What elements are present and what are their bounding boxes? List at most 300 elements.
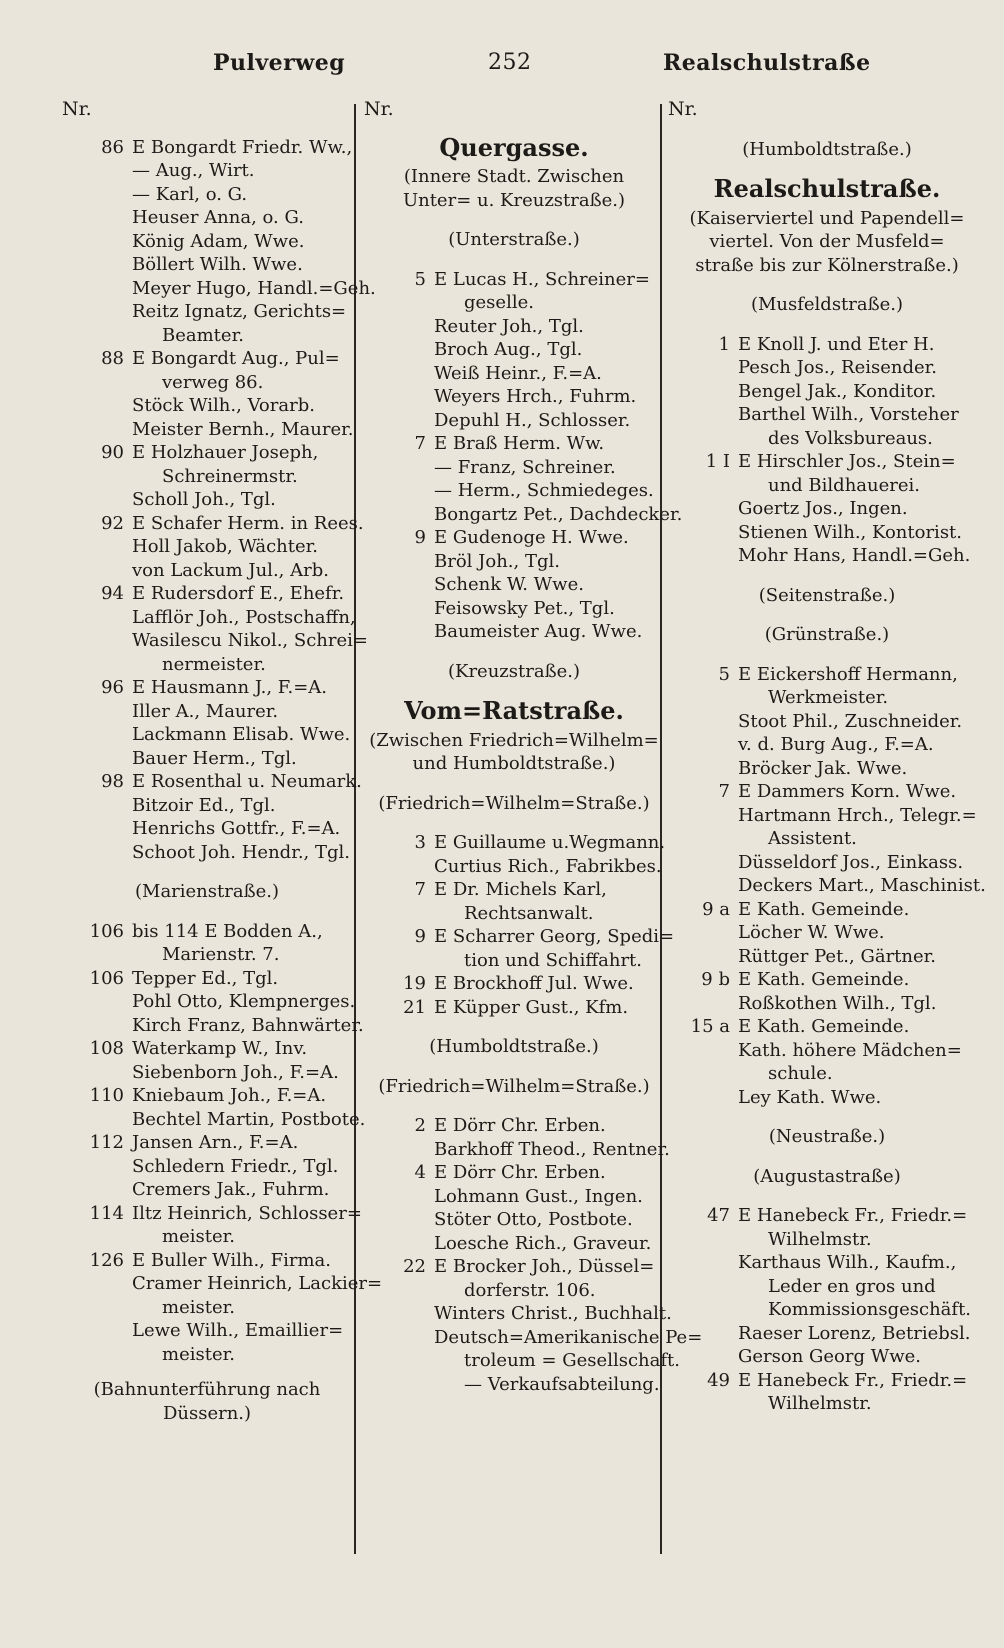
running-header-right: Realschulstraße xyxy=(663,50,871,76)
house-number: 7 xyxy=(718,781,730,802)
directory-entry xyxy=(62,136,352,160)
directory-entry xyxy=(668,968,986,992)
entry-text: Depuhl H., Schlosser. xyxy=(434,409,631,431)
entry-text: Marienstr. 7. xyxy=(162,944,280,965)
directory-entry xyxy=(62,512,364,536)
cross-street: (Humboldtstraße.) xyxy=(429,1036,599,1057)
directory-entry xyxy=(62,230,352,254)
directory-entry xyxy=(62,1131,352,1155)
page-number: 252 xyxy=(488,50,532,75)
house-number: 9 b xyxy=(701,969,730,990)
directory-entry xyxy=(62,1037,352,1061)
entry-list xyxy=(364,268,683,644)
entry-text: Holl Jakob, Wächter. xyxy=(132,536,319,557)
directory-entry xyxy=(364,409,664,433)
house-number: 90 xyxy=(101,442,124,463)
directory-entry xyxy=(62,1014,364,1038)
entry-text: E Hausmann J., F.=A. xyxy=(132,677,328,698)
house-number: 49 xyxy=(707,1369,730,1391)
cross-street: (Neustraße.) xyxy=(768,1126,886,1147)
directory-entry xyxy=(62,629,368,653)
house-number: 110 xyxy=(89,1085,124,1106)
entry-text: E Dr. Michels Karl, xyxy=(434,879,607,900)
entry-text: E Hanebeck Fr., Friedr.= xyxy=(738,1205,968,1226)
directory-entry xyxy=(62,747,352,771)
entry-text: Löcher W. Wwe. xyxy=(738,922,885,943)
entry-text: Kommissionsgeschäft. xyxy=(768,1299,972,1320)
directory-entry xyxy=(62,559,352,583)
entry-text: schule. xyxy=(768,1063,833,1084)
entry-text: Stöck Wilh., Vorarb. xyxy=(132,395,315,416)
entry-text: Meyer Hugo, Handl.=Geh. xyxy=(132,277,376,299)
directory-entry xyxy=(364,831,664,855)
directory-entry xyxy=(668,1086,986,1110)
directory-entry xyxy=(364,1138,670,1162)
directory-entry xyxy=(62,441,352,465)
entry-text: bis 114 E Bodden A., xyxy=(132,920,323,942)
house-number: 92 xyxy=(101,512,124,534)
directory-entry xyxy=(364,878,664,902)
directory-entry xyxy=(62,1343,352,1367)
house-number: 9 a xyxy=(702,898,730,920)
entry-text: meister. xyxy=(162,1296,235,1318)
entry-text: — Aug., Wirt. xyxy=(132,160,255,181)
house-number: 21 xyxy=(403,996,426,1018)
directory-entry xyxy=(668,992,986,1016)
directory-entry xyxy=(668,333,986,357)
entry-text: E Brockhoff Jul. Wwe. xyxy=(434,973,634,994)
house-number: 3 xyxy=(414,832,426,853)
street-description: Unter= u. Kreuzstraße.) xyxy=(402,189,626,211)
directory-entry xyxy=(364,996,664,1020)
entry-text: tion und Schiffahrt. xyxy=(464,949,643,971)
entry-text: Mohr Hans, Handl.=Geh. xyxy=(738,545,971,566)
entry-text: geselle. xyxy=(464,292,534,313)
cross-street: (Grünstraße.) xyxy=(764,624,890,645)
entry-text: Lafflör Joh., Postschaffn, xyxy=(132,606,356,628)
entry-text: Loesche Rich., Graveur. xyxy=(434,1232,652,1254)
entry-list xyxy=(364,831,675,1019)
entry-text: troleum = Gesellschaft. xyxy=(464,1350,680,1371)
entry-text: Weyers Hrch., Fuhrm. xyxy=(434,386,637,407)
directory-entry xyxy=(668,1228,986,1252)
house-number: 9 xyxy=(414,527,426,548)
directory-entry xyxy=(62,1272,383,1296)
directory-entry xyxy=(668,427,986,451)
entry-text: v. d. Burg Aug., F.=A. xyxy=(738,734,934,755)
directory-entry xyxy=(364,291,664,315)
directory-entry xyxy=(668,1369,986,1393)
directory-entry xyxy=(668,1015,986,1039)
entry-text: Stoot Phil., Zuschneider. xyxy=(738,710,963,732)
entry-text: nermeister. xyxy=(162,653,266,675)
entry-text: Hartmann Hrch., Telegr.= xyxy=(738,804,977,826)
entry-text: und Bildhauerei. xyxy=(768,474,920,496)
directory-entry xyxy=(364,925,675,949)
directory-entry xyxy=(62,676,352,700)
entry-text: E Schafer Herm. in Rees. xyxy=(132,512,364,534)
directory-entry xyxy=(62,1319,352,1343)
entry-text: des Volksbureaus. xyxy=(768,427,933,449)
entry-text: Bengel Jak., Konditor. xyxy=(738,380,937,402)
directory-entry xyxy=(668,851,986,875)
directory-entry xyxy=(62,1296,352,1320)
directory-entry xyxy=(668,1251,986,1275)
house-number: 5 xyxy=(414,268,426,290)
entry-text: von Lackum Jul., Arb. xyxy=(132,559,329,581)
running-header-left: Pulverweg xyxy=(213,50,346,76)
directory-entry xyxy=(364,972,664,996)
directory-entry xyxy=(668,874,986,898)
entry-text: Henrichs Gottfr., F.=A. xyxy=(132,818,341,839)
entry-text: Schledern Friedr., Tgl. xyxy=(132,1155,339,1177)
entry-text: Rüttger Pet., Gärtner. xyxy=(738,945,937,967)
entry-text: Ley Kath. Wwe. xyxy=(738,1086,882,1108)
directory-entry xyxy=(364,550,664,574)
entry-text: Karthaus Wilh., Kaufm., xyxy=(738,1252,957,1273)
entry-text: Stöter Otto, Postbote. xyxy=(434,1209,633,1230)
directory-entry xyxy=(62,920,352,944)
directory-entry xyxy=(668,1345,986,1369)
directory-entry xyxy=(364,1114,664,1138)
entry-text: Siebenborn Joh., F.=A. xyxy=(132,1061,339,1083)
directory-entry xyxy=(668,1275,986,1299)
entry-text: Roßkothen Wilh., Tgl. xyxy=(738,992,937,1014)
entry-text: Broch Aug., Tgl. xyxy=(434,339,583,360)
cross-street: (Friedrich=Wilhelm=Straße.) xyxy=(378,792,650,814)
directory-entry xyxy=(668,945,986,969)
directory-entry xyxy=(364,597,664,621)
entry-text: E Rudersdorf E., Ehefr. xyxy=(132,583,345,604)
directory-entry xyxy=(62,1061,352,1085)
directory-entry xyxy=(364,503,683,527)
entry-text: E Hirschler Jos., Stein= xyxy=(738,451,956,472)
entry-text: E Dörr Chr. Erben. xyxy=(434,1115,606,1136)
directory-entry xyxy=(62,1108,366,1132)
directory-entry xyxy=(668,450,986,474)
column-1 xyxy=(62,98,383,1425)
entry-list xyxy=(668,333,986,568)
directory-entry xyxy=(62,418,352,442)
directory-entry xyxy=(668,921,986,945)
entry-text: Leder en gros und xyxy=(768,1275,936,1297)
entry-text: Heuser Anna, o. G. xyxy=(132,207,304,228)
entry-text: Gerson Georg Wwe. xyxy=(738,1346,922,1367)
entry-text: E Hanebeck Fr., Friedr.= xyxy=(738,1369,968,1391)
directory-entry xyxy=(668,663,986,687)
entry-text: Bröl Joh., Tgl. xyxy=(434,550,560,572)
directory-entry xyxy=(364,385,664,409)
house-number: 47 xyxy=(707,1205,730,1226)
house-number: 114 xyxy=(89,1202,124,1224)
directory-entry xyxy=(668,1392,986,1416)
directory-entry xyxy=(62,943,352,967)
entry-text: Assistent. xyxy=(768,828,857,849)
house-number: 1 I xyxy=(705,451,730,472)
directory-entry xyxy=(668,804,986,828)
entry-text: Kirch Franz, Bahnwärter. xyxy=(132,1014,364,1036)
directory-entry xyxy=(668,403,986,427)
entry-text: Wilhelmstr. xyxy=(768,1393,872,1414)
entry-list xyxy=(668,1204,986,1416)
entry-text: Bechtel Martin, Postbote. xyxy=(132,1108,366,1130)
directory-entry xyxy=(364,1302,672,1326)
entry-text: Barkhoff Theod., Rentner. xyxy=(434,1138,670,1160)
entry-text: Scholl Joh., Tgl. xyxy=(132,489,276,510)
directory-entry xyxy=(364,1208,664,1232)
directory-entry xyxy=(364,362,664,386)
street-description: (Innere Stadt. Zwischen xyxy=(403,166,625,187)
entry-text: E Holzhauer Joseph, xyxy=(132,442,319,463)
entry-text: Lackmann Elisab. Wwe. xyxy=(132,724,351,745)
directory-entry xyxy=(668,757,986,781)
entry-text: Barthel Wilh., Vorsteher xyxy=(738,404,959,425)
entry-text: Tepper Ed., Tgl. xyxy=(132,967,279,989)
cross-street: (Seitenstraße.) xyxy=(758,584,896,606)
entry-text: Meister Bernh., Maurer. xyxy=(132,418,354,440)
entry-text: Deutsch=Amerikanische Pe= xyxy=(434,1326,703,1348)
entry-text: Bongartz Pet., Dachdecker. xyxy=(434,503,683,525)
entry-text: E Kath. Gemeinde. xyxy=(738,898,910,920)
directory-entry xyxy=(668,686,986,710)
house-number: 108 xyxy=(89,1038,124,1059)
entry-text: E Dammers Korn. Wwe. xyxy=(738,781,957,802)
directory-entry xyxy=(364,479,664,503)
column-3 xyxy=(668,98,986,1416)
entry-text: E Lucas H., Schreiner= xyxy=(434,268,650,290)
entry-text: verweg 86. xyxy=(162,371,264,393)
directory-entry xyxy=(62,817,352,841)
entry-text: Baumeister Aug. Wwe. xyxy=(434,621,643,642)
house-number: 86 xyxy=(101,136,124,158)
entry-text: Lewe Wilh., Emaillier= xyxy=(132,1320,344,1341)
street-title-realschulstrasse: Realschulstraße. xyxy=(713,174,941,203)
entry-text: — Herm., Schmiedeges. xyxy=(434,480,654,501)
house-number: 4 xyxy=(414,1162,426,1183)
entry-text: E Rosenthal u. Neumark. xyxy=(132,771,362,792)
entry-text: meister. xyxy=(162,1343,235,1365)
directory-entry xyxy=(62,967,352,991)
directory-entry xyxy=(62,535,352,559)
directory-entry xyxy=(364,315,664,339)
entry-text: Pohl Otto, Klempnerges. xyxy=(132,991,356,1012)
directory-entry xyxy=(62,794,352,818)
directory-entry xyxy=(62,300,352,324)
directory-entry xyxy=(364,1185,664,1209)
entry-text: — Verkaufsabteilung. xyxy=(464,1373,660,1395)
entry-text: E Scharrer Georg, Spedi= xyxy=(434,926,675,947)
house-number: 112 xyxy=(89,1132,124,1153)
house-number: 1 xyxy=(718,333,730,355)
directory-entry xyxy=(364,338,664,362)
directory-entry xyxy=(364,1349,680,1373)
directory-entry xyxy=(668,544,986,568)
directory-entry xyxy=(62,1249,352,1273)
entry-text: E Bongardt Aug., Pul= xyxy=(132,348,340,369)
entry-text: Kniebaum Joh., F.=A. xyxy=(132,1085,327,1106)
directory-entry xyxy=(62,277,376,301)
directory-entry xyxy=(62,206,352,230)
entry-text: Stienen Wilh., Kontorist. xyxy=(738,521,963,543)
entry-text: Reuter Joh., Tgl. xyxy=(434,315,584,337)
directory-entry xyxy=(364,526,664,550)
directory-entry xyxy=(668,1062,986,1086)
house-number: 106 xyxy=(89,967,124,989)
entry-text: Schenk W. Wwe. xyxy=(434,574,584,595)
entry-text: Schreinermstr. xyxy=(162,465,298,487)
entry-text: Goertz Jos., Ingen. xyxy=(738,498,908,519)
entry-text: E Kath. Gemeinde. xyxy=(738,1016,910,1037)
entry-text: E Knoll J. und Eter H. xyxy=(738,333,935,355)
entry-text: E Dörr Chr. Erben. xyxy=(434,1162,606,1183)
directory-entry xyxy=(364,1326,703,1350)
directory-entry xyxy=(62,371,352,395)
house-number: 15 a xyxy=(690,1016,730,1037)
entry-text: E Eickershoff Hermann, xyxy=(738,663,958,685)
entry-text: Winters Christ., Buchhalt. xyxy=(434,1303,672,1324)
entry-text: — Karl, o. G. xyxy=(132,183,248,205)
entry-text: Curtius Rich., Fabrikbes. xyxy=(434,855,662,877)
entry-text: — Franz, Schreiner. xyxy=(434,456,616,478)
street-description: straße bis zur Kölnerstraße.) xyxy=(695,254,959,276)
directory-entry xyxy=(62,324,352,348)
section-bahnunterfuehrung-cont: Düssern.) xyxy=(162,1402,252,1424)
entry-list xyxy=(364,1114,703,1396)
cross-street: (Humboldtstraße.) xyxy=(742,138,912,160)
directory-entry xyxy=(668,1298,986,1322)
entry-text: E Gudenoge H. Wwe. xyxy=(434,527,629,548)
nr-label: Nr. xyxy=(668,98,698,120)
directory-entry xyxy=(668,521,986,545)
cross-street: (Unterstraße.) xyxy=(448,229,580,250)
entry-text: Pesch Jos., Reisender. xyxy=(738,357,938,378)
directory-entry xyxy=(62,253,352,277)
directory-entry xyxy=(364,620,664,644)
directory-entry xyxy=(668,780,986,804)
directory-entry xyxy=(62,159,352,183)
entry-text: E Kath. Gemeinde. xyxy=(738,969,910,990)
directory-entry xyxy=(62,990,356,1014)
section-bahnunterfuehrung: (Bahnunterführung nach xyxy=(93,1379,321,1400)
directory-entry xyxy=(62,582,352,606)
entry-text: Wilhelmstr. xyxy=(768,1228,872,1250)
directory-entry xyxy=(364,268,664,292)
directory-entry xyxy=(364,855,664,879)
entry-text: Wasilescu Nikol., Schrei= xyxy=(132,630,368,651)
house-number: 7 xyxy=(414,433,426,454)
entry-text: E Braß Herm. Ww. xyxy=(434,433,605,454)
directory-entry xyxy=(668,827,986,851)
entry-text: Beamter. xyxy=(162,324,244,346)
cross-street: (Augustastraße) xyxy=(753,1165,901,1187)
directory-entry xyxy=(62,394,352,418)
entry-text: E Bongardt Friedr. Ww., xyxy=(132,136,353,158)
nr-label: Nr. xyxy=(364,98,394,120)
directory-entry xyxy=(364,1373,664,1397)
directory-entry xyxy=(62,183,352,207)
directory-entry xyxy=(668,474,986,498)
nr-label: Nr. xyxy=(62,98,92,120)
entry-text: Weiß Heinr., F.=A. xyxy=(434,362,602,384)
street-description: und Humboldtstraße.) xyxy=(412,753,616,774)
directory-entry xyxy=(668,1039,986,1063)
directory-entry xyxy=(668,1204,986,1228)
directory-entry xyxy=(364,432,664,456)
directory-entry xyxy=(62,1155,352,1179)
directory-entry xyxy=(62,841,352,865)
house-number: 2 xyxy=(414,1115,426,1136)
directory-entry xyxy=(668,356,986,380)
cross-street: (Kreuzstraße.) xyxy=(447,660,581,682)
entry-text: Lohmann Gust., Ingen. xyxy=(434,1185,643,1207)
directory-entry xyxy=(364,1279,664,1303)
entry-text: E Brocker Joh., Düssel= xyxy=(434,1256,655,1277)
directory-entry xyxy=(62,1084,352,1108)
entry-text: Böllert Wilh. Wwe. xyxy=(132,254,303,275)
directory-entry xyxy=(364,456,664,480)
directory-entry xyxy=(364,902,664,926)
entry-text: E Guillaume u.Wegmann. xyxy=(434,832,666,853)
entry-text: Deckers Mart., Maschinist. xyxy=(738,875,986,896)
entry-text: Raeser Lorenz, Betriebsl. xyxy=(738,1322,971,1344)
house-number: 94 xyxy=(101,583,124,604)
directory-entry xyxy=(62,1178,352,1202)
entry-list xyxy=(668,663,986,1110)
entry-text: Reitz Ignatz, Gerichts= xyxy=(132,301,347,322)
entry-text: Cremers Jak., Fuhrm. xyxy=(132,1179,330,1200)
entry-text: Iltz Heinrich, Schlosser= xyxy=(132,1202,362,1224)
directory-entry xyxy=(62,488,352,512)
street-title-vom-ratstrasse: Vom=Ratstraße. xyxy=(404,696,624,725)
entry-text: meister. xyxy=(162,1226,235,1247)
directory-entry xyxy=(668,710,986,734)
directory-entry xyxy=(62,700,352,724)
house-number: 88 xyxy=(101,348,124,369)
column-divider-1 xyxy=(354,104,356,1554)
directory-entry xyxy=(62,653,352,677)
directory-entry xyxy=(364,573,664,597)
entry-list xyxy=(62,920,383,1367)
entry-text: Bauer Herm., Tgl. xyxy=(132,747,297,769)
directory-entry xyxy=(364,1161,664,1185)
directory-entry xyxy=(62,347,352,371)
directory-entry xyxy=(668,1322,986,1346)
directory-entry xyxy=(364,1255,664,1279)
cross-street: (Friedrich=Wilhelm=Straße.) xyxy=(378,1075,650,1097)
directory-entry xyxy=(668,733,986,757)
street-description: (Zwischen Friedrich=Wilhelm= xyxy=(369,729,659,751)
entry-text: Jansen Arn., F.=A. xyxy=(132,1132,299,1153)
house-number: 19 xyxy=(403,973,426,994)
entry-text: E Küpper Gust., Kfm. xyxy=(434,996,629,1018)
entry-list xyxy=(62,136,376,865)
street-description: viertel. Von der Musfeld= xyxy=(709,231,945,252)
directory-entry xyxy=(62,1202,362,1226)
entry-text: Feisowsky Pet., Tgl. xyxy=(434,597,615,619)
house-number: 98 xyxy=(101,771,124,792)
directory-entry xyxy=(364,1232,664,1256)
house-number: 9 xyxy=(414,926,426,947)
entry-text: Schoot Joh. Hendr., Tgl. xyxy=(132,841,350,863)
cross-street: (Musfeldstraße.) xyxy=(750,294,904,315)
house-number: 96 xyxy=(101,677,124,698)
entry-text: Iller A., Maurer. xyxy=(132,700,279,722)
directory-entry xyxy=(62,606,356,630)
entry-text: Bröcker Jak. Wwe. xyxy=(738,757,908,779)
column-2 xyxy=(364,98,703,1396)
entry-text: E Buller Wilh., Firma. xyxy=(132,1249,332,1271)
street-title-quergasse: Quergasse. xyxy=(439,132,589,162)
